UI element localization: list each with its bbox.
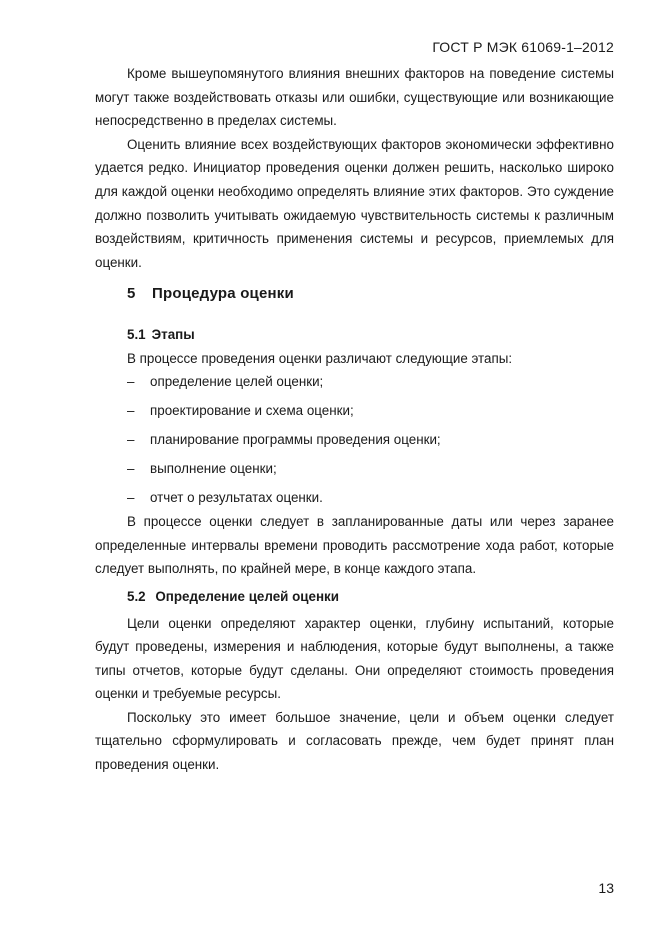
- list-dash: –: [127, 490, 135, 506]
- list-item-text: выполнение оценки;: [150, 461, 277, 477]
- section-heading-5: [95, 282, 614, 306]
- paragraph: В процессе проведения оценки различают следующие этапы:: [127, 350, 513, 366]
- list-dash: –: [127, 374, 135, 390]
- list-dash: –: [127, 461, 135, 477]
- list-item-text: отчет о результатах оценки.: [150, 490, 323, 506]
- list-item-text: проектирование и схема оценки;: [150, 403, 354, 419]
- paragraph: Оценить влияние всех воздействующих факторов экономически эффективно удается редко. Инициатор проведения оценки должен решить, насколько широко для каждой оценки необходимо определять влияние этих факторов. Это суждение должно позволить учитывать ожидаемую чувствительность системы к различным воздействиям, критичность применения системы и ресурсов, приемлемых для оценки.: [95, 136, 614, 270]
- page-body: [95, 62, 614, 777]
- paragraph: Кроме вышеупомянутого влияния внешних факторов на поведение системы могут также воздействовать отказы или ошибки, существующие или возникающие непосредственно в пределах системы.: [95, 66, 614, 129]
- paragraph: Поскольку это имеет большое значение, цели и объем оценки следует тщательно сформулировать и согласовать прежде, чем будет принят план проведения оценки.: [95, 709, 614, 773]
- list-dash: –: [127, 432, 135, 448]
- section-title: Процедура оценки: [152, 285, 294, 303]
- subsection-heading-5-2: [95, 585, 614, 609]
- subsection-heading-5-1: [95, 323, 614, 347]
- subsection-title: Этапы: [151, 326, 195, 342]
- page-number: 13: [598, 880, 614, 896]
- list-item: [95, 486, 614, 510]
- list-item-text: определение целей оценки;: [150, 374, 324, 390]
- subsection-number: 5.1: [127, 326, 146, 342]
- list-dash: –: [127, 403, 135, 419]
- list-item: [95, 457, 614, 486]
- list-item: [95, 428, 614, 457]
- section-number: 5: [127, 285, 136, 303]
- list-item: [95, 399, 614, 428]
- paragraph: В процессе оценки следует в запланированные даты или через заранее определенные интервалы времени проводить рассмотрение хода работ, которые следует выполнять, по крайней мере, в конце каждого этапа.: [95, 514, 614, 577]
- list-item-text: планирование программы проведения оценки;: [150, 432, 441, 448]
- document-header: ГОСТ Р МЭК 61069-1–2012: [432, 39, 614, 55]
- stages-list: [95, 370, 614, 510]
- subsection-number: 5.2: [127, 588, 146, 604]
- paragraph: Цели оценки определяют характер оценки, глубину испытаний, которые будут проведены, измерения и наблюдения, которые будут выполнены, а также типы отчетов, которые будут сделаны. Они определяют стоимость проведения оценки и требуемые ресурсы.: [95, 615, 614, 702]
- subsection-title: Определение целей оценки: [155, 588, 339, 604]
- list-item: [95, 370, 614, 399]
